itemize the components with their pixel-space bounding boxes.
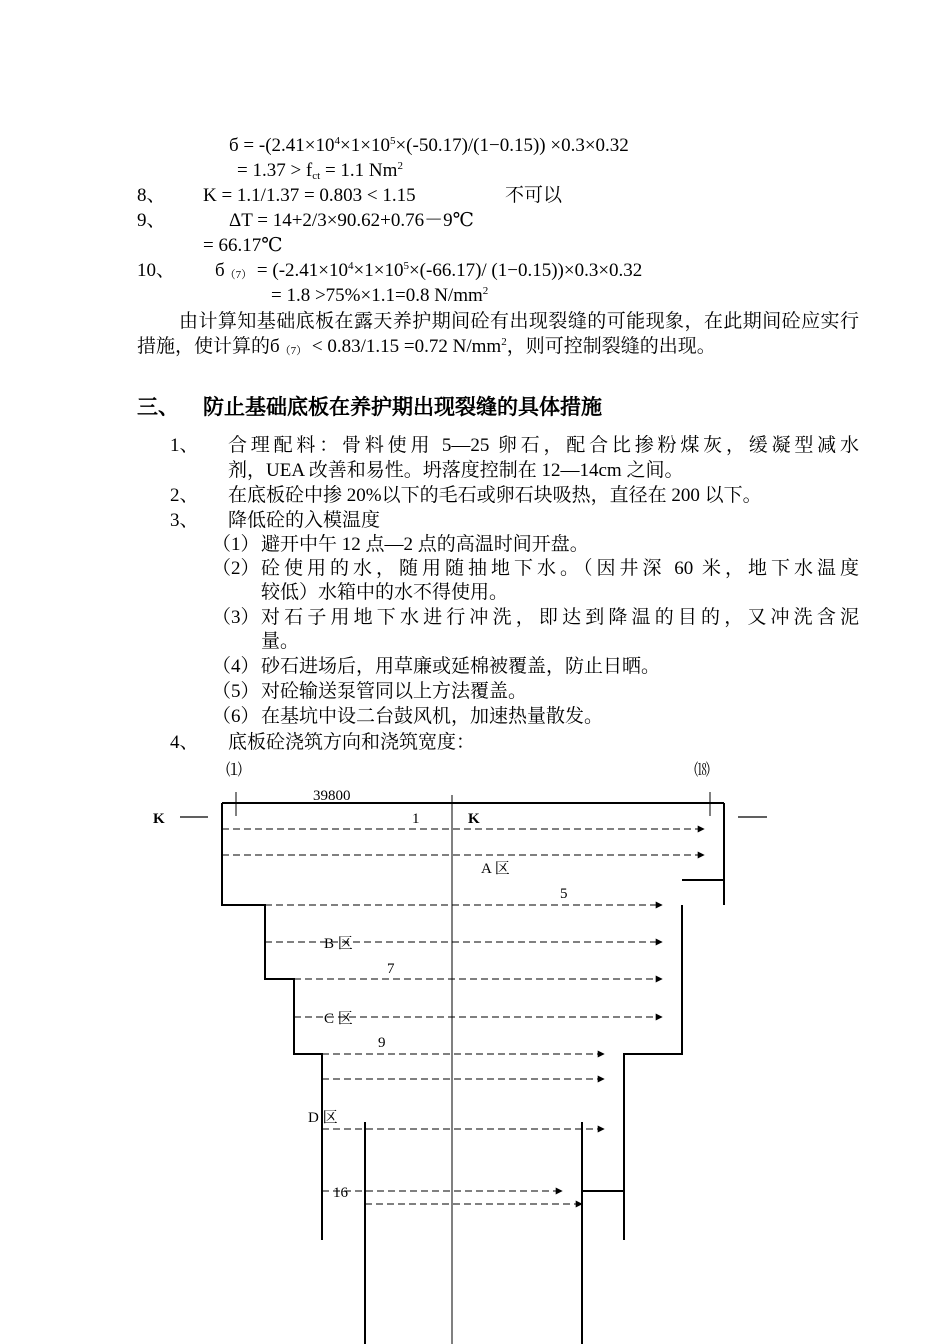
axis-left-label: ⑴ xyxy=(226,762,243,779)
calc-line-3-note: 不可以 xyxy=(505,185,563,206)
section-number: 三、 xyxy=(137,395,179,419)
calc-line-4: ΔT = 14+2/3×90.62+0.76－9℃ xyxy=(229,210,474,231)
subitem-1-num: （1） xyxy=(212,534,260,555)
calc-line-1: $б = -(2.41\times 10^4\times 1\times 10^5\times(-50.17)/(1-0.15)) \times 0.3\times 0.32$ xyxy=(229,135,629,156)
section-title: 防止基础底板在养护期出现裂缝的具体措施 xyxy=(203,395,602,419)
item-1-num: 1、 xyxy=(170,435,199,456)
subitem-6-line-1: 在基坑中设二台鼓风机，加速热量散发。 xyxy=(261,706,604,727)
conclusion-paragraph: 由计算知基础底板在露天养护期间砼有出现裂缝的可能现象，在此期间砼应实行措施，使计算的б（7） < 0.83/1.15 =0.72 $N/mm^2$，则可控制裂缝的出现。 xyxy=(137,311,859,357)
item-1-line-2: 剂，UEA 改善和易性。坍落度控制在 12—14cm 之间。 xyxy=(228,460,684,481)
subitem-4-num: （4） xyxy=(212,656,260,677)
subitem-4-line-1: 砂石进场后，用草廉或延棉被覆盖，防止日晒。 xyxy=(261,656,661,677)
item-1-line-1: 合理配料：骨料使用 5—25 卵石，配合比掺粉煤灰，缓凝型减水 xyxy=(228,435,859,456)
calc-line-6: $б(7) = (-2.41\times 10^4\times 1\times 10^5\times(-66.17)/$ (1−0.15))×0.3×0.32 xyxy=(215,260,643,281)
calc-line-5: = 66.17℃ xyxy=(203,235,283,256)
zone-b-label: B 区 xyxy=(324,936,353,952)
calc-line-2: = $1.37 > f_{ct} = 1.1$ Nm$^2$ xyxy=(237,160,403,182)
item-4-num: 4、 xyxy=(170,732,199,753)
item-4-line-1: 底板砼浇筑方向和浇筑宽度： xyxy=(228,732,476,753)
subitem-2-num: （2） xyxy=(212,558,260,579)
foundation-outline-left xyxy=(222,803,322,1240)
item-3-line-1: 降低砼的入模温度 xyxy=(228,510,381,531)
zone-a-label: A 区 xyxy=(481,861,510,877)
line-label-5: 5 xyxy=(560,886,568,902)
item-2-num: 2、 xyxy=(170,485,199,506)
zone-d-label: D 区 xyxy=(308,1110,338,1126)
zone-bc-right-edge xyxy=(624,905,682,1240)
calc-line-3-num: 8、 xyxy=(137,185,166,206)
subitem-6-num: （6） xyxy=(212,706,260,727)
line-label-16: 16 xyxy=(333,1185,348,1201)
subitem-3-line-1: 对石子用地下水进行冲洗，即达到降温的目的，又冲洗含泥 xyxy=(261,607,859,628)
item-2-line-1: 在底板砼中掺 20%以下的毛石或卵石块吸热，直径在 200 以下。 xyxy=(228,485,762,506)
subitem-2-line-2: 较低）水箱中的水不得使用。 xyxy=(261,582,509,603)
item-3-num: 3、 xyxy=(170,510,199,531)
line-label-1: 1 xyxy=(412,811,420,827)
subitem-5-line-1: 对砼输送泵管同以上方法覆盖。 xyxy=(261,681,528,702)
subitem-1-line-1: 避开中午 12 点—2 点的高温时间开盘。 xyxy=(261,534,589,555)
calc-line-7: = 1.8 >75%×1.1=0.8 $N/mm^2$ xyxy=(271,285,489,306)
axis-right-label: ⒅ xyxy=(694,762,711,779)
k-left-label: K xyxy=(153,811,165,827)
line-label-9: 9 xyxy=(378,1035,386,1051)
subitem-3-num: （3） xyxy=(212,607,260,628)
line-label-7: 7 xyxy=(387,961,395,977)
calc-line-6-num: 10、 xyxy=(137,260,176,281)
calc-line-3: K = 1.1/1.37 = 0.803 < 1.15 xyxy=(203,185,416,206)
zone-c-label: C 区 xyxy=(324,1011,353,1027)
subitem-2-line-1: 砼使用的水，随用随抽地下水。（因井深 60 米，地下水温度 xyxy=(261,558,859,579)
dimension-label: 39800 xyxy=(313,788,351,804)
k-center-label: K xyxy=(468,811,480,827)
calc-line-4-num: 9、 xyxy=(137,210,166,231)
subitem-3-line-2: 量。 xyxy=(261,631,300,652)
subitem-5-num: （5） xyxy=(212,681,260,702)
